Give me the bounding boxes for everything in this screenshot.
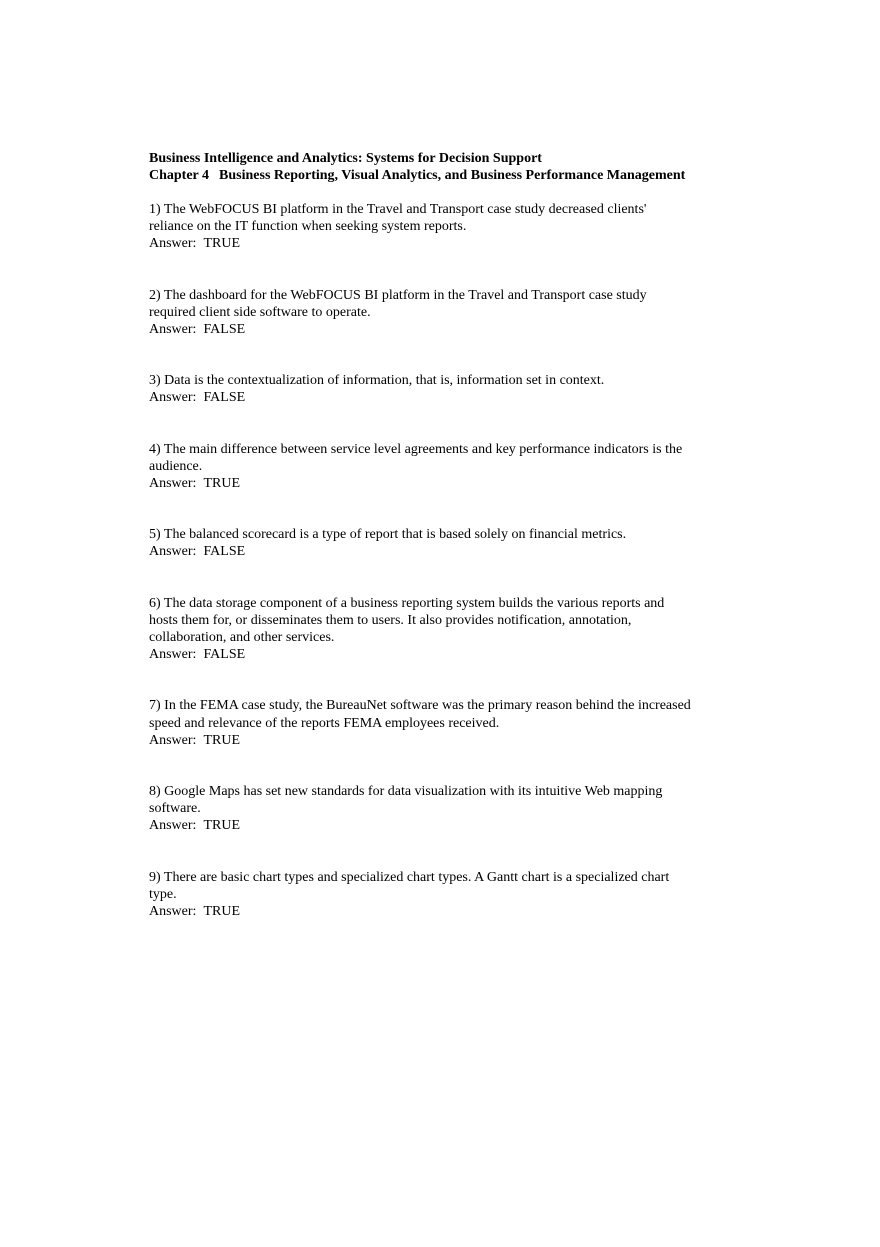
answer-value: FALSE: [203, 647, 246, 663]
answer-line: [149, 475, 749, 492]
answer-label: Answer:: [149, 647, 197, 663]
question-item: [149, 287, 749, 339]
answer-line: [149, 235, 749, 252]
question-item: [149, 595, 749, 664]
question-item: [149, 697, 749, 749]
question-text-line: 6) The data storage component of a business reporting system builds the various reports and: [149, 595, 665, 611]
answer-label: Answer:: [149, 476, 197, 492]
answer-value: TRUE: [203, 818, 240, 834]
question-text-line: 9) There are basic chart types and specialized chart types. A Gantt chart is a specialized chart: [149, 869, 670, 885]
question-text-line: software.: [149, 801, 201, 817]
question-item: [149, 201, 749, 253]
question-text-line: collaboration, and other services.: [149, 630, 335, 646]
question-text-line: 8) Google Maps has set new standards for data visualization with its intuitive Web mapping: [149, 784, 663, 800]
answer-line: [149, 321, 749, 338]
answer-value: FALSE: [203, 322, 246, 338]
question-text-line: 4) The main difference between service level agreements and key performance indicators is the: [149, 441, 683, 457]
answer-line: [149, 732, 749, 749]
answer-value: FALSE: [203, 544, 246, 560]
question-list: [149, 201, 749, 920]
answer-value: TRUE: [203, 904, 240, 920]
answer-label: Answer:: [149, 236, 197, 252]
question-text-line: hosts them for, or disseminates them to users. It also provides notification, annotation,: [149, 612, 632, 628]
chapter-number: Chapter 4: [149, 167, 210, 183]
answer-label: Answer:: [149, 322, 197, 338]
answer-line: [149, 543, 749, 560]
question-text-line: 7) In the FEMA case study, the BureauNet software was the primary reason behind the increased: [149, 698, 691, 714]
question-text-line: 2) The dashboard for the WebFOCUS BI platform in the Travel and Transport case study: [149, 287, 647, 303]
answer-value: TRUE: [203, 476, 240, 492]
answer-line: [149, 817, 749, 834]
document-page: [149, 151, 749, 920]
answer-label: Answer:: [149, 818, 197, 834]
chapter-heading: [149, 168, 749, 185]
answer-value: FALSE: [203, 390, 246, 406]
question-item: [149, 869, 749, 921]
chapter-title: Business Reporting, Visual Analytics, and Business Performance Management: [219, 167, 686, 183]
question-text-line: 5) The balanced scorecard is a type of report that is based solely on financial metrics.: [149, 527, 627, 543]
document-header: [149, 151, 749, 184]
question-item: [149, 526, 749, 560]
book-title: Business Intelligence and Analytics: Systems for Decision Support: [149, 151, 542, 166]
answer-line: [149, 903, 749, 920]
question-text-line: speed and relevance of the reports FEMA employees received.: [149, 715, 500, 731]
answer-label: Answer:: [149, 544, 197, 560]
answer-line: [149, 646, 749, 663]
question-text-line: required client side software to operate.: [149, 304, 371, 320]
question-text-line: 1) The WebFOCUS BI platform in the Travel and Transport case study decreased clients': [149, 202, 647, 217]
question-item: [149, 441, 749, 493]
question-text-line: 3) Data is the contextualization of information, that is, information set in context.: [149, 373, 605, 389]
answer-label: Answer:: [149, 390, 197, 406]
answer-label: Answer:: [149, 732, 197, 748]
question-text-line: type.: [149, 886, 177, 902]
answer-line: [149, 389, 749, 406]
answer-value: TRUE: [203, 236, 240, 252]
answer-label: Answer:: [149, 904, 197, 920]
question-item: [149, 372, 749, 406]
answer-value: TRUE: [203, 732, 240, 748]
question-text-line: audience.: [149, 458, 203, 474]
question-text-line: reliance on the IT function when seeking system reports.: [149, 219, 467, 235]
question-item: [149, 783, 749, 835]
